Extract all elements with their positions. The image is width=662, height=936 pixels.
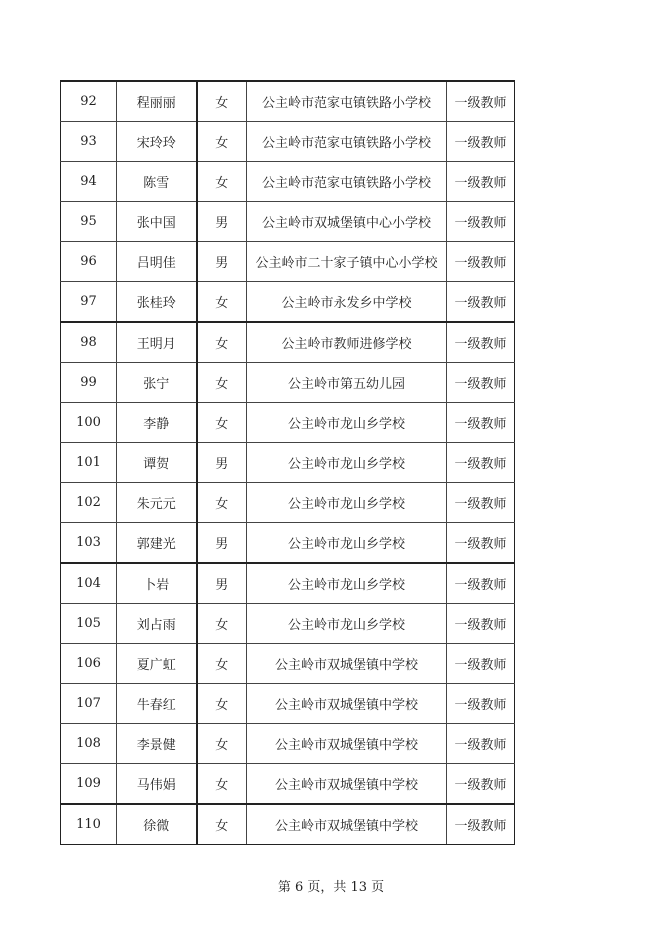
gender-cell: 女 (197, 804, 247, 845)
row-number-cell: 100 (61, 403, 117, 443)
title-cell: 一级教师 (447, 202, 515, 242)
table-row (61, 523, 515, 564)
row-number-cell: 99 (61, 363, 117, 403)
title-cell: 一级教师 (447, 322, 515, 363)
teacher-name-cell: 张宁 (117, 363, 197, 403)
table-row (61, 483, 515, 523)
gender-cell: 男 (197, 523, 247, 564)
school-cell: 公主岭市二十家子镇中心小学校 (247, 242, 447, 282)
table-row (61, 363, 515, 403)
table-row (61, 764, 515, 805)
title-cell: 一级教师 (447, 162, 515, 202)
title-cell: 一级教师 (447, 483, 515, 523)
school-cell: 公主岭市永发乡中学校 (247, 282, 447, 323)
row-number-cell: 94 (61, 162, 117, 202)
school-cell: 公主岭市龙山乡学校 (247, 604, 447, 644)
row-number-cell: 93 (61, 122, 117, 162)
gender-cell: 女 (197, 363, 247, 403)
gender-cell: 男 (197, 202, 247, 242)
school-cell: 公主岭市双城堡镇中学校 (247, 684, 447, 724)
table-row (61, 724, 515, 764)
title-cell: 一级教师 (447, 644, 515, 684)
table-row (61, 604, 515, 644)
table-row (61, 162, 515, 202)
school-cell: 公主岭市龙山乡学校 (247, 523, 447, 564)
title-cell: 一级教师 (447, 764, 515, 805)
row-number-cell: 108 (61, 724, 117, 764)
gender-cell: 女 (197, 81, 247, 122)
teacher-name-cell: 徐微 (117, 804, 197, 845)
school-cell: 公主岭市双城堡镇中心小学校 (247, 202, 447, 242)
row-number-cell: 106 (61, 644, 117, 684)
teacher-name-cell: 程丽丽 (117, 81, 197, 122)
school-cell: 公主岭市范家屯镇铁路小学校 (247, 122, 447, 162)
school-cell: 公主岭市龙山乡学校 (247, 483, 447, 523)
row-number-cell: 105 (61, 604, 117, 644)
gender-cell: 男 (197, 242, 247, 282)
gender-cell: 女 (197, 644, 247, 684)
gender-cell: 女 (197, 122, 247, 162)
title-cell: 一级教师 (447, 724, 515, 764)
teacher-name-cell: 夏广虹 (117, 644, 197, 684)
title-cell: 一级教师 (447, 122, 515, 162)
table-row (61, 122, 515, 162)
title-cell: 一级教师 (447, 403, 515, 443)
gender-cell: 男 (197, 563, 247, 604)
row-number-cell: 107 (61, 684, 117, 724)
row-number-cell: 109 (61, 764, 117, 805)
table-row (61, 644, 515, 684)
teacher-name-cell: 马伟娟 (117, 764, 197, 805)
teacher-name-cell: 郭建光 (117, 523, 197, 564)
title-cell: 一级教师 (447, 684, 515, 724)
row-number-cell: 101 (61, 443, 117, 483)
gender-cell: 女 (197, 684, 247, 724)
table-row (61, 443, 515, 483)
title-cell: 一级教师 (447, 282, 515, 323)
table-row (61, 403, 515, 443)
teacher-name-cell: 卜岩 (117, 563, 197, 604)
teacher-name-cell: 张中国 (117, 202, 197, 242)
teacher-list-table (60, 80, 515, 845)
teacher-name-cell: 刘占雨 (117, 604, 197, 644)
teacher-name-cell: 陈雪 (117, 162, 197, 202)
page-footer: 第 6 页，共 13 页 (277, 880, 385, 895)
title-cell: 一级教师 (447, 563, 515, 604)
table-row (61, 282, 515, 323)
school-cell: 公主岭市范家屯镇铁路小学校 (247, 162, 447, 202)
school-cell: 公主岭市双城堡镇中学校 (247, 724, 447, 764)
gender-cell: 女 (197, 724, 247, 764)
row-number-cell: 110 (61, 804, 117, 845)
school-cell: 公主岭市教师进修学校 (247, 322, 447, 363)
row-number-cell: 96 (61, 242, 117, 282)
table-row (61, 804, 515, 845)
gender-cell: 女 (197, 483, 247, 523)
title-cell: 一级教师 (447, 242, 515, 282)
gender-cell: 女 (197, 604, 247, 644)
table-row (61, 322, 515, 363)
school-cell: 公主岭市龙山乡学校 (247, 443, 447, 483)
teacher-name-cell: 谭贺 (117, 443, 197, 483)
teacher-name-cell: 王明月 (117, 322, 197, 363)
gender-cell: 女 (197, 403, 247, 443)
table-row (61, 81, 515, 122)
table-row (61, 202, 515, 242)
school-cell: 公主岭市范家屯镇铁路小学校 (247, 81, 447, 122)
teacher-name-cell: 牛春红 (117, 684, 197, 724)
row-number-cell: 98 (61, 322, 117, 363)
gender-cell: 男 (197, 443, 247, 483)
table-row (61, 563, 515, 604)
teacher-name-cell: 李静 (117, 403, 197, 443)
row-number-cell: 92 (61, 81, 117, 122)
row-number-cell: 103 (61, 523, 117, 564)
school-cell: 公主岭市龙山乡学校 (247, 563, 447, 604)
gender-cell: 女 (197, 282, 247, 323)
title-cell: 一级教师 (447, 804, 515, 845)
table-row (61, 684, 515, 724)
teacher-name-cell: 宋玲玲 (117, 122, 197, 162)
gender-cell: 女 (197, 322, 247, 363)
school-cell: 公主岭市双城堡镇中学校 (247, 644, 447, 684)
row-number-cell: 95 (61, 202, 117, 242)
teacher-name-cell: 张桂玲 (117, 282, 197, 323)
row-number-cell: 97 (61, 282, 117, 323)
row-number-cell: 104 (61, 563, 117, 604)
teacher-name-cell: 朱元元 (117, 483, 197, 523)
title-cell: 一级教师 (447, 443, 515, 483)
table-body (61, 81, 515, 845)
gender-cell: 女 (197, 764, 247, 805)
teacher-name-cell: 李景健 (117, 724, 197, 764)
title-cell: 一级教师 (447, 604, 515, 644)
title-cell: 一级教师 (447, 81, 515, 122)
school-cell: 公主岭市龙山乡学校 (247, 403, 447, 443)
teacher-name-cell: 吕明佳 (117, 242, 197, 282)
title-cell: 一级教师 (447, 363, 515, 403)
table-row (61, 242, 515, 282)
school-cell: 公主岭市双城堡镇中学校 (247, 764, 447, 805)
gender-cell: 女 (197, 162, 247, 202)
row-number-cell: 102 (61, 483, 117, 523)
school-cell: 公主岭市双城堡镇中学校 (247, 804, 447, 845)
title-cell: 一级教师 (447, 523, 515, 564)
school-cell: 公主岭市第五幼儿园 (247, 363, 447, 403)
